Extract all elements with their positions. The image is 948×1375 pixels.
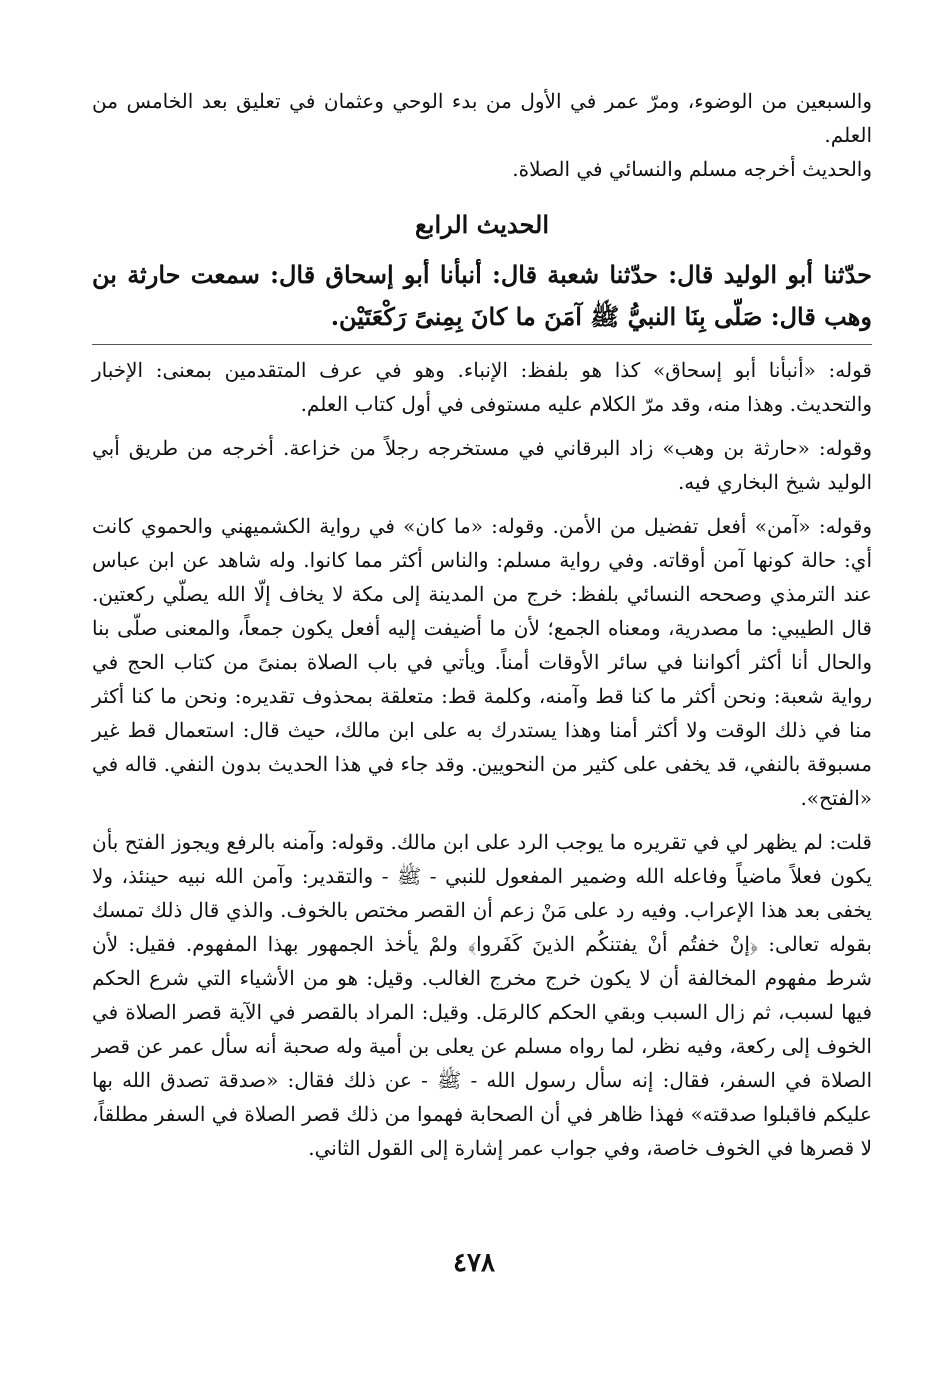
- intro-line-2: والحديث أخرجه مسلم والنسائي في الصلاة.: [512, 157, 872, 181]
- page-body: [92, 84, 872, 1165]
- commentary-paragraph-1: قوله: «أنبأنا أبو إسحاق» كذا هو بلفظ: الإنباء. وهو في عرف المتقدمين بمعنى: الإخبار والتحديث. وهذا منه، وقد مرّ الكلام عليه مستوفى في أول كتاب العلم.: [92, 358, 872, 416]
- section-title: الحديث الرابع: [414, 210, 549, 239]
- commentary-paragraph-2: وقوله: «حارثة بن وهب» زاد البرقاني في مستخرجه رجلاً من خزاعة. أخرجه من طريق أبي الوليد شيخ البخاري فيه.: [92, 436, 872, 494]
- commentary-paragraph-3: وقوله: «آمن» أفعل تفضيل من الأمن. وقوله: «ما كان» في رواية الكشميهني والحموي كانت أي: حالة كونها آمن أوقاته. وفي رواية مسلم: والناس أكثر مما كانوا. وله شاهد عن ابن عباس عند الترمذي وصححه النسائي بلفظ: خرج من المدينة إلى مكة لا يخاف إلّا الله يصلّي ركعتين. قال الطيبي: ما مصدرية، ومعناه الجمع؛ لأن ما أضيفت إليه أفعل يكون جمعاً، والمعنى صلّى بنا والحال أنا أكثر أكواننا في سائر الأوقات أمناً. ويأتي في باب الصلاة بمنىً من كتاب الحج في رواية شعبة: ونحن أكثر ما كنا قط وآمنه، وكلمة قط: متعلقة بمحذوف تقديره: ونحن ما كنا أكثر منا في ذلك الوقت ولا أكثر أمنا وهذا يستدرك به على ابن مالك، حيث قال: استعمال قط غير مسبوقة بالنفي، قد يخفى على كثير من النحويين. وقد جاء في هذا الحديث بدون النفي. قاله في «الفتح».: [92, 514, 872, 810]
- divider: [92, 344, 872, 345]
- commentary-paragraph-4: قلت: لم يظهر لي في تقريره ما يوجب الرد على ابن مالك. وقوله: وآمنه بالرفع ويجوز الفتح بأن يكون فعلاً ماضياً وفاعله الله وضمير المفعول للنبي - ﷺ - والتقدير: وآمن الله نبيه حينئذ، ولا يخفى بعد هذا الإعراب. وفيه رد على مَنْ زعم أن القصر مختص بالخوف. والذي قال ذلك تمسك بقوله تعالى: ﴿إنْ خفتُم أنْ يفتنكُم الذينَ كَفَروا﴾ ولمْ يأخذ الجمهور بهذا المفهوم. فقيل: لأن شرط مفهوم المخالفة أن لا يكون خرج مخرج الغالب. وقيل: هو من الأشياء التي شرع الحكم فيها لسبب، ثم زال السبب وبقي الحكم كالرمَل. وقيل: المراد بالقصر في الآية قصر الصلاة في الخوف إلى ركعة، وفيه نظر، لما رواه مسلم عن يعلى بن أمية وله صحبة أنه سأل عمر عن قصر الصلاة في السفر، فقال: إنه سأل رسول الله - ﷺ - عن ذلك فقال: «صدقة تصدق الله بها عليكم فاقبلوا صدقته» فهذا ظاهر في أن الصحابة فهموا من ذلك قصر الصلاة في السفر مطلقاً، لا قصرها في الخوف خاصة، وفي جواب عمر إشارة إلى القول الثاني.: [92, 830, 872, 1160]
- page-number: ٤٧٨: [453, 1248, 495, 1278]
- hadith-text: حدّثنا أبو الوليد قال: حدّثنا شعبة قال: أنبأنا أبو إسحاق قال: سمعت حارثة بن وهب قال: صَلّى بِنَا النبيُّ ﷺ آمَنَ ما كانَ بِمِنىً رَكْعَتَيْن.: [92, 260, 872, 331]
- intro-line-1: والسبعين من الوضوء، ومرّ عمر في الأول من بدء الوحي وعثمان في تعليق بعد الخامس من العلم.: [92, 89, 872, 147]
